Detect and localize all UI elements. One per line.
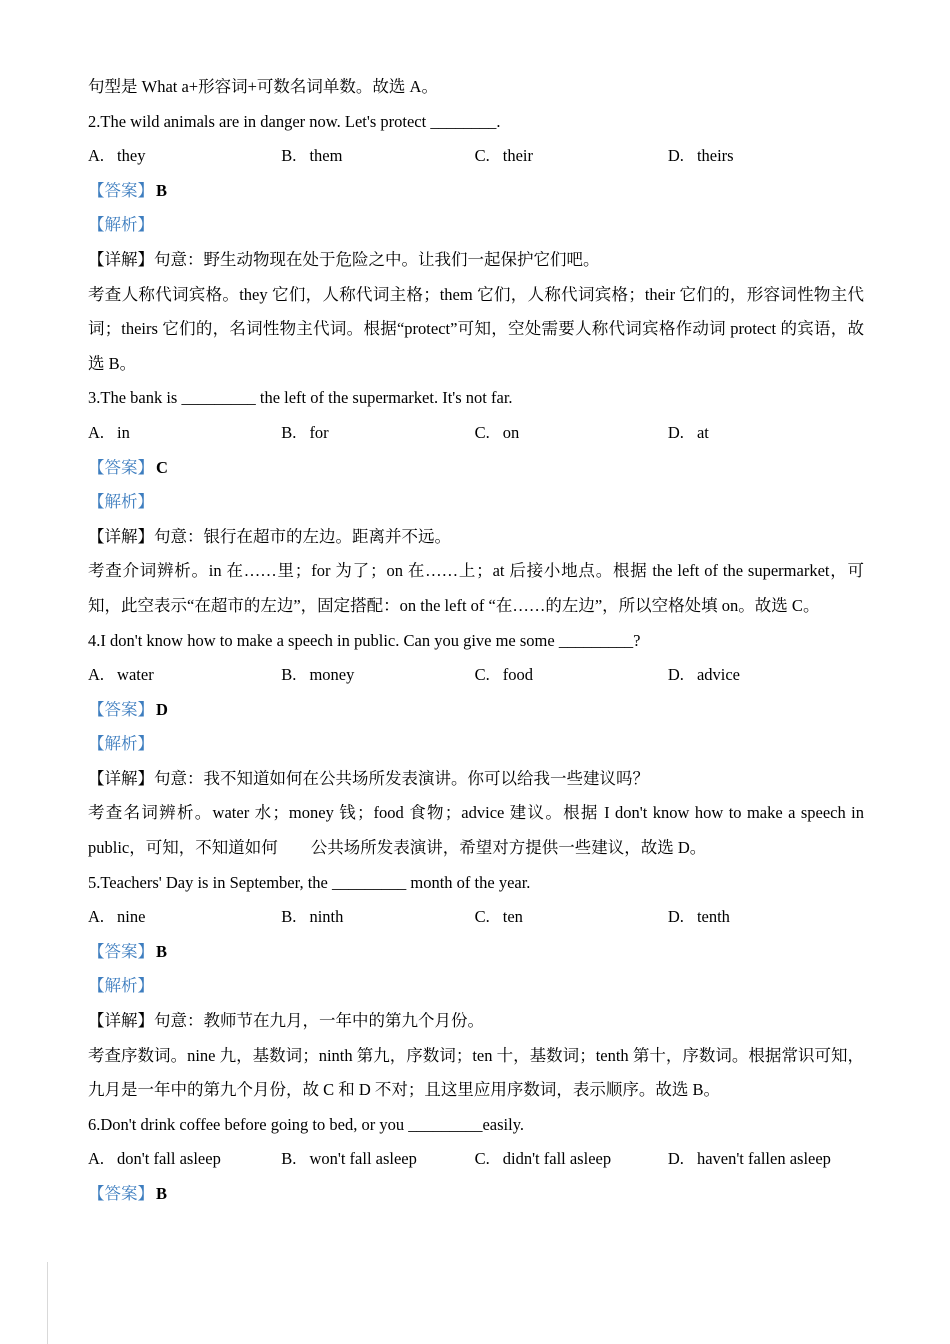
option-a bbox=[88, 416, 281, 451]
option-b bbox=[281, 1142, 474, 1177]
option-a bbox=[88, 900, 281, 935]
question-sentence: 5.Teachers' Day is in September, the _________ month of the year. bbox=[88, 872, 531, 892]
analysis-label: 【解析】 bbox=[88, 215, 154, 235]
option-a bbox=[88, 1142, 281, 1177]
question-sentence: 4.I don't know how to make a speech in public. Can you give me some _________? bbox=[88, 630, 641, 650]
option-letter: B. bbox=[281, 665, 297, 685]
option-text: ten bbox=[502, 907, 523, 927]
question-text bbox=[88, 381, 864, 416]
option-letter: B. bbox=[281, 422, 297, 442]
option-c bbox=[475, 900, 668, 935]
option-text: they bbox=[117, 146, 146, 166]
answer-label: 【答案】 bbox=[88, 1184, 154, 1203]
option-text: on bbox=[502, 422, 520, 442]
option-letter: D. bbox=[667, 665, 684, 685]
options-row bbox=[88, 658, 864, 693]
option-b bbox=[281, 139, 474, 174]
paragraph bbox=[88, 278, 864, 382]
option-c bbox=[475, 139, 668, 174]
detail-line bbox=[88, 243, 864, 278]
option-text: water bbox=[117, 665, 154, 685]
document-content bbox=[88, 70, 869, 1212]
option-text: ninth bbox=[309, 907, 344, 927]
analysis-line bbox=[88, 727, 864, 762]
paragraph bbox=[88, 554, 864, 623]
option-d bbox=[668, 1142, 831, 1177]
paragraph-text: 考查名词辨析。water 水；money 钱；food 食物；advice 建议。根据 I don't know how to make a speech in public，可知，不知道如何 公共场所发表演讲，希望对方提供一些建议，故选 D。 bbox=[88, 803, 869, 858]
answer-label: 【答案】 bbox=[88, 180, 154, 200]
option-d bbox=[668, 416, 709, 451]
question-sentence: 3.The bank is _________ the left of the supermarket. It's not far. bbox=[88, 388, 513, 408]
analysis-line bbox=[88, 485, 864, 520]
question-text bbox=[88, 624, 864, 659]
option-d bbox=[668, 900, 730, 935]
option-letter: B. bbox=[281, 146, 297, 166]
option-letter: B. bbox=[281, 907, 297, 927]
option-letter: C. bbox=[474, 907, 490, 927]
answer-label: 【答案】 bbox=[88, 457, 154, 477]
option-text: food bbox=[502, 665, 533, 685]
question-sentence: 2.The wild animals are in danger now. Let's protect ________. bbox=[88, 111, 501, 131]
option-d bbox=[668, 658, 740, 693]
options-row bbox=[88, 900, 864, 935]
detail-line bbox=[88, 762, 864, 797]
option-d bbox=[668, 139, 734, 174]
detail-label: 【详解】 bbox=[88, 526, 154, 546]
paragraph-text: 句型是 What a+形容词+可数名词单数。故选 A。 bbox=[88, 77, 438, 96]
analysis-line bbox=[88, 208, 864, 243]
answer-value: B bbox=[156, 1184, 168, 1203]
option-text: advice bbox=[696, 665, 740, 685]
answer-line bbox=[88, 693, 864, 728]
option-letter: A. bbox=[88, 422, 105, 442]
answer-value: B bbox=[156, 941, 168, 961]
option-letter: D. bbox=[667, 422, 684, 442]
answer-value: D bbox=[156, 699, 168, 719]
option-c bbox=[475, 658, 668, 693]
answer-label: 【答案】 bbox=[88, 941, 154, 961]
option-letter: D. bbox=[667, 146, 684, 166]
option-a bbox=[88, 139, 281, 174]
option-b bbox=[281, 416, 474, 451]
option-text: their bbox=[502, 146, 533, 166]
detail-text: 句意：野生动物现在处于危险之中。让我们一起保护它们吧。 bbox=[154, 249, 600, 269]
option-c bbox=[475, 1142, 668, 1177]
detail-text: 句意：教师节在九月，一年中的第九个月份。 bbox=[154, 1011, 484, 1031]
paragraph bbox=[88, 1039, 864, 1108]
detail-label: 【详解】 bbox=[88, 768, 154, 788]
option-letter: D. bbox=[667, 907, 684, 927]
option-text: haven't fallen asleep bbox=[696, 1149, 831, 1169]
option-text: them bbox=[309, 146, 343, 166]
question-text bbox=[88, 105, 864, 140]
option-a bbox=[88, 658, 281, 693]
option-text: for bbox=[309, 422, 329, 442]
option-c bbox=[475, 416, 668, 451]
answer-line bbox=[88, 174, 864, 209]
option-letter: A. bbox=[88, 1149, 105, 1169]
option-letter: C. bbox=[474, 1149, 490, 1169]
page-edge-line bbox=[47, 1262, 48, 1344]
option-text: don't fall asleep bbox=[117, 1149, 221, 1169]
paragraph bbox=[88, 70, 864, 105]
detail-text: 句意：我不知道如何在公共场所发表演讲。你可以给我一些建议吗？ bbox=[154, 768, 649, 788]
option-text: didn't fall asleep bbox=[502, 1149, 612, 1169]
option-text: nine bbox=[117, 907, 146, 927]
detail-line bbox=[88, 520, 864, 555]
options-row bbox=[88, 1142, 864, 1177]
answer-value: C bbox=[156, 457, 168, 477]
question-text bbox=[88, 1108, 864, 1143]
option-letter: D. bbox=[667, 1149, 684, 1169]
option-text: at bbox=[696, 422, 709, 442]
question-sentence: 6.Don't drink coffee before going to bed, or you _________easily. bbox=[88, 1114, 525, 1134]
option-letter: B. bbox=[281, 1149, 297, 1169]
analysis-label: 【解析】 bbox=[88, 976, 154, 996]
answer-value: B bbox=[156, 180, 168, 200]
analysis-line bbox=[88, 969, 864, 1004]
option-letter: C. bbox=[474, 422, 490, 442]
option-text: tenth bbox=[696, 907, 730, 927]
option-text: in bbox=[117, 422, 130, 442]
paragraph-text: 考查人称代词宾格。they 它们，人称代词主格；them 它们，人称代词宾格；their 它们的，形容词性物主代词；theirs 它们的，名词性物主代词。根据“protect”可知，空处需要人称代词宾格作动词 protect 的宾语，故选 B。 bbox=[88, 284, 864, 373]
option-b bbox=[281, 900, 474, 935]
detail-label: 【详解】 bbox=[88, 249, 154, 269]
answer-label: 【答案】 bbox=[88, 699, 154, 719]
options-row bbox=[88, 416, 864, 451]
answer-line bbox=[88, 935, 864, 970]
option-letter: A. bbox=[88, 665, 105, 685]
option-text: theirs bbox=[696, 146, 734, 166]
detail-line bbox=[88, 1004, 864, 1039]
option-text: won't fall asleep bbox=[309, 1149, 417, 1169]
analysis-label: 【解析】 bbox=[88, 492, 154, 512]
options-row bbox=[88, 139, 864, 174]
option-letter: A. bbox=[88, 146, 105, 166]
analysis-label: 【解析】 bbox=[88, 734, 154, 754]
detail-label: 【详解】 bbox=[88, 1011, 154, 1031]
paragraph-text: 考查序数词。nine 九，基数词；ninth 第九，序数词；ten 十，基数词；tenth 第十，序数词。根据常识可知，九月是一年中的第九个月份，故 C 和 D 不对；且这里应用序数词，表示顺序。故选 B。 bbox=[88, 1045, 864, 1100]
paragraph bbox=[88, 796, 869, 865]
option-letter: C. bbox=[474, 146, 490, 166]
option-b bbox=[281, 658, 474, 693]
paragraph-text: 考查介词辨析。in 在……里；for 为了；on 在……上；at 后接小地点。根据 the left of the supermarket，可知，此空表示“在超市的左边”，固定搭配：on the left of “在……的左边”，所以空格处填 on。故选 C。 bbox=[88, 561, 864, 615]
answer-line bbox=[88, 451, 864, 486]
question-text bbox=[88, 866, 864, 901]
option-letter: A. bbox=[88, 907, 105, 927]
detail-text: 句意：银行在超市的左边。距离并不远。 bbox=[154, 526, 451, 546]
answer-line bbox=[88, 1177, 864, 1212]
option-text: money bbox=[309, 665, 355, 685]
option-letter: C. bbox=[474, 665, 490, 685]
